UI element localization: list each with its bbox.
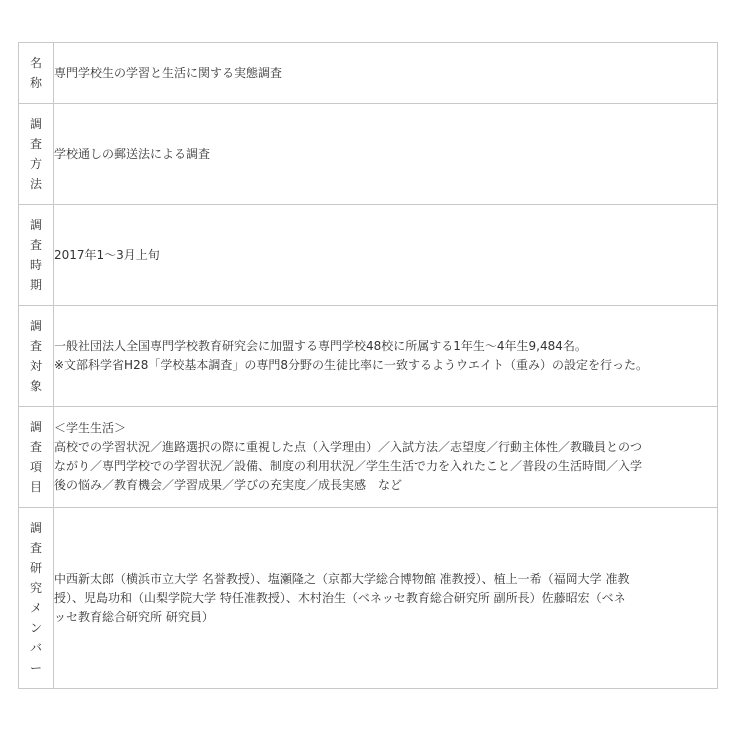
row-content-method	[54, 104, 718, 205]
row-label-char: 査	[29, 440, 42, 454]
content-line: 授）、児島功和（山梨学院大学 特任准教授）、木村治生（ベネッセ教育総合研究所 副所長）佐藤昭宏（ベネ	[54, 590, 626, 605]
row-label-members	[19, 508, 54, 689]
row-label-char: 査	[29, 238, 42, 252]
row-label-char: 方	[29, 157, 42, 171]
content-line: 学校通しの郵送法による調査	[54, 146, 211, 161]
content-line: ＜学生生活＞	[54, 421, 127, 435]
row-label-char: 期	[29, 278, 42, 292]
table-row-name	[19, 43, 718, 104]
content-line: 一般社団法人全国専門学校教育研究会に加盟する専門学校48校に所属する1年生～4年生9,484名。	[54, 339, 587, 353]
row-label-period	[19, 205, 54, 306]
row-label-char: 目	[29, 480, 42, 494]
content-line: 2017年1～3月上旬	[54, 247, 160, 262]
row-label-char: 法	[29, 177, 42, 191]
row-label-name	[19, 43, 54, 104]
row-label-target	[19, 306, 54, 407]
row-label-char: 項	[29, 460, 42, 474]
row-label-char: メ	[29, 601, 42, 615]
content-line: ながり／専門学校での学習状況／設備、制度の利用状況／学生生活で力を入れたこと／普段の生活時間／入学	[54, 459, 643, 473]
content-line: 中西新太郎（横浜市立大学 名誉教授）、塩瀬隆之（京都大学総合博物館 准教授）、植上一希（福岡大学 准教	[54, 571, 630, 586]
row-label-char: 研	[29, 561, 42, 575]
row-label-char: 究	[29, 581, 42, 595]
row-label-char: 調	[29, 117, 42, 131]
row-content-name	[54, 43, 718, 104]
row-label-char: 時	[29, 258, 42, 272]
row-label-char: ン	[29, 621, 42, 635]
row-label-char: 調	[29, 218, 42, 232]
content-line: 専門学校生の学習と生活に関する実態調査	[54, 65, 283, 80]
row-label-char: 調	[29, 420, 42, 434]
row-label-char: 象	[29, 379, 42, 393]
content-line: ッセ教育総合研究所 研究員）	[54, 609, 214, 624]
row-label-char: 対	[29, 359, 42, 373]
row-label-char: 調	[29, 319, 42, 333]
row-content-period	[54, 205, 718, 306]
row-label-char: バ	[29, 641, 42, 655]
table-row-items	[19, 407, 718, 508]
content-line: ※文部科学省H28「学校基本調査」の専門8分野の生徒比率に一致するようウエイト（重み）の設定を行った。	[54, 358, 648, 372]
content-line: 後の悩み／教育機会／学習成果／学びの充実度／成長実感 など	[54, 478, 403, 492]
row-label-items	[19, 407, 54, 508]
row-label-char: 査	[29, 541, 42, 555]
row-label-char: 査	[29, 339, 42, 353]
row-content-items	[54, 407, 718, 508]
table-row-method	[19, 104, 718, 205]
content-line: 高校での学習状況／進路選択の際に重視した点（入学理由）／入試方法／志望度／行動主体性／教職員とのつ	[54, 440, 643, 454]
row-label-char: ー	[29, 661, 42, 675]
row-label-char: 称	[29, 76, 42, 90]
survey-info-table	[18, 42, 718, 689]
table-row-period	[19, 205, 718, 306]
row-content-target	[54, 306, 718, 407]
row-label-char: 査	[29, 137, 42, 151]
table-row-target	[19, 306, 718, 407]
row-content-members	[54, 508, 718, 689]
row-label-method	[19, 104, 54, 205]
table-row-members	[19, 508, 718, 689]
row-label-char: 調	[29, 521, 42, 535]
row-label-char: 名	[29, 56, 42, 70]
